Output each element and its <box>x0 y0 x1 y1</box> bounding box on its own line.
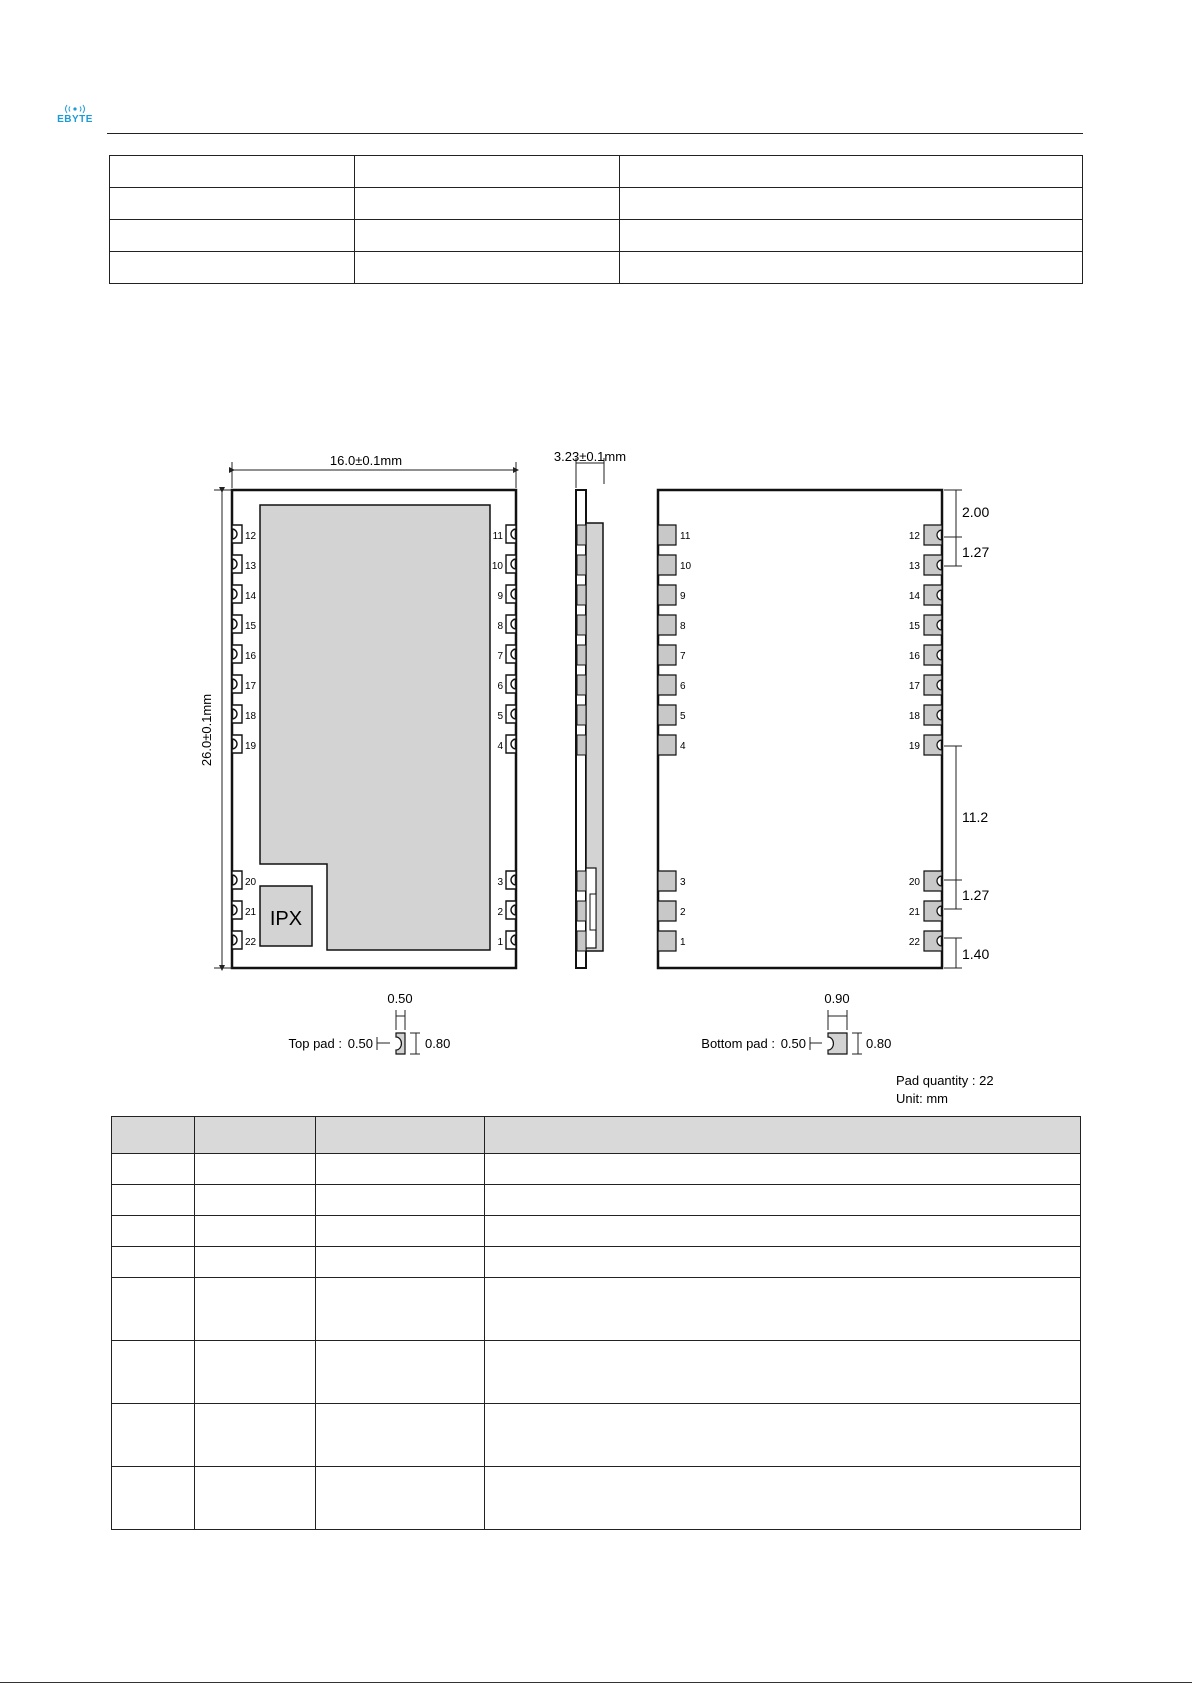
width-dimension-label: 16.0±0.1mm <box>329 453 403 468</box>
pad <box>658 525 676 545</box>
pin-number: 14 <box>908 591 920 602</box>
pin-number: 3 <box>497 877 503 888</box>
logo-wordmark: EBYTE <box>57 114 93 125</box>
pad <box>658 931 676 951</box>
ipx-label: IPX <box>269 908 303 930</box>
side-pad <box>577 615 586 635</box>
pin-number: 8 <box>497 621 503 632</box>
top-pad-right-dim: 0.80 <box>425 1036 451 1051</box>
table-row <box>112 1404 1081 1467</box>
pin-number: 22 <box>245 937 257 948</box>
pin-number: 7 <box>497 651 503 662</box>
side-pad <box>577 525 586 545</box>
footer-rule <box>0 1682 1192 1683</box>
bottom-pad-right-dim: 0.80 <box>866 1036 892 1051</box>
pin-number: 6 <box>497 681 503 692</box>
pin-number: 4 <box>680 741 686 752</box>
dim-11-2: 11.2 <box>962 809 989 825</box>
pin-number: 15 <box>908 621 920 632</box>
pin-number: 12 <box>908 531 920 542</box>
pin-number: 12 <box>245 531 257 542</box>
pin-number: 3 <box>680 877 686 888</box>
bottom-pad-left-dim: 0.50 <box>780 1036 806 1051</box>
height-dimension-label: 26.0±0.1mm <box>199 693 214 767</box>
pad <box>658 871 676 891</box>
pad-quantity-note: Pad quantity : 22 <box>896 1073 994 1088</box>
pad <box>658 585 676 605</box>
table-row <box>112 1467 1081 1530</box>
bottom-pad-shape <box>828 1033 847 1054</box>
pad <box>658 901 676 921</box>
side-pad <box>577 675 586 695</box>
pin-number: 2 <box>680 907 686 918</box>
pin-number: 21 <box>245 907 257 918</box>
pin-number: 18 <box>908 711 920 722</box>
pin-number: 8 <box>680 621 686 632</box>
pad <box>658 615 676 635</box>
pad <box>658 735 676 755</box>
dim-1-40: 1.40 <box>962 946 990 962</box>
pin-number: 1 <box>497 937 503 948</box>
pin-number: 5 <box>497 711 503 722</box>
pin-number: 14 <box>245 591 257 602</box>
dim-1-27-bottom: 1.27 <box>962 887 990 903</box>
bottom-pad-detail <box>701 991 891 1054</box>
table-row <box>112 1185 1081 1216</box>
pin-number: 9 <box>680 591 686 602</box>
pin-number: 2 <box>497 907 503 918</box>
pin-number: 21 <box>908 907 920 918</box>
side-pad <box>577 871 586 891</box>
top-pad-width-dim: 0.50 <box>387 991 413 1006</box>
pin-number: 20 <box>245 877 257 888</box>
side-pads <box>577 525 586 951</box>
pin-number: 15 <box>245 621 257 632</box>
bottom-view <box>658 490 989 968</box>
pin-number: 19 <box>245 741 257 752</box>
thickness-dimension-label: 3.23±0.1mm <box>553 449 627 464</box>
side-pad <box>577 705 586 725</box>
side-view <box>554 449 626 968</box>
pin-number: 11 <box>492 531 503 542</box>
pin-number: 17 <box>245 681 257 692</box>
side-pad <box>577 585 586 605</box>
table-row <box>112 1278 1081 1341</box>
pitch-dimensions <box>944 490 962 968</box>
pin-number: 4 <box>497 741 503 752</box>
pin-number: 10 <box>680 561 692 572</box>
top-pad-left-dim: 0.50 <box>347 1036 373 1051</box>
pad <box>658 555 676 575</box>
pin-number: 17 <box>908 681 920 692</box>
unit-note: Unit: mm <box>896 1091 948 1106</box>
table-row <box>112 1247 1081 1278</box>
pad <box>658 645 676 665</box>
side-pad <box>577 901 586 921</box>
module-outline-bottom <box>658 490 942 968</box>
side-pad <box>577 735 586 755</box>
dim-2-00: 2.00 <box>962 504 990 520</box>
table-row <box>112 1216 1081 1247</box>
bottom-pad-width-dim: 0.90 <box>824 991 850 1006</box>
pin-number: 7 <box>680 651 686 662</box>
side-pad <box>577 555 586 575</box>
side-pad <box>577 931 586 951</box>
dim-1-27-top: 1.27 <box>962 544 990 560</box>
side-pad <box>577 645 586 665</box>
table-row <box>112 1154 1081 1185</box>
table-row <box>112 1341 1081 1404</box>
bottom-pad-label: Bottom pad : <box>701 1036 775 1051</box>
top-pad-detail <box>289 991 451 1054</box>
pin-table <box>111 1116 1081 1530</box>
pin-number: 11 <box>680 531 691 542</box>
pin-number: 16 <box>908 651 920 662</box>
pin-number: 6 <box>680 681 686 692</box>
pin-number: 20 <box>908 877 920 888</box>
pad <box>658 675 676 695</box>
pin-number: 16 <box>245 651 257 662</box>
pin-number: 19 <box>908 741 920 752</box>
pin-number: 5 <box>680 711 686 722</box>
pin-number: 10 <box>491 561 503 572</box>
pin-number: 18 <box>245 711 257 722</box>
top-pad-shape <box>396 1033 405 1054</box>
pin-number: 13 <box>908 561 920 572</box>
top-view <box>199 453 516 968</box>
pin-number: 1 <box>680 937 686 948</box>
top-pad-label: Top pad : <box>288 1036 342 1051</box>
table-header-row <box>112 1117 1081 1154</box>
pin-number: 22 <box>908 937 920 948</box>
pin-number: 9 <box>497 591 503 602</box>
pin-number: 13 <box>245 561 257 572</box>
pad <box>658 705 676 725</box>
